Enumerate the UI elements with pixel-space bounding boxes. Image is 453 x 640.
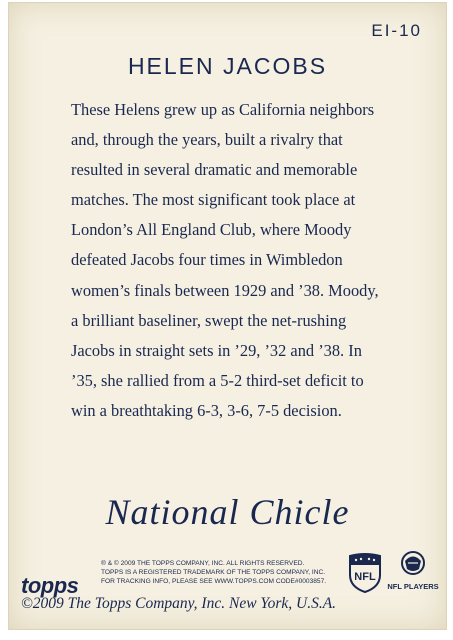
bio-line: ’35, she rallied from a 5-2 third-set deficit to	[71, 370, 364, 390]
legal-line: TOPPS IS A REGISTERED TRADEMARK OF THE TOPPS COMPANY, INC.	[101, 569, 326, 576]
topps-logo: topps	[21, 573, 79, 598]
bio-line: women’s finals between 1929 and ’38. Moody,	[71, 280, 379, 300]
legal-line: FOR TRACKING INFO, PLEASE SEE WWW.TOPPS.COM CODE#0003857.	[101, 578, 327, 585]
nfl-logo-text: NFL	[354, 571, 376, 583]
bio-line: and, through the years, built a rivalry that	[71, 130, 343, 150]
bio-line: defeated Jacobs four times in Wimbledon	[71, 250, 343, 270]
copyright-line: ©2009 The Topps Company, Inc. New York, U.S.A.	[21, 595, 337, 612]
bio-line: a brilliant baseliner, swept the net-rushing	[71, 310, 347, 330]
card-back	[8, 2, 447, 630]
bio-line: These Helens grew up as California neighbors	[71, 100, 375, 119]
card-number: EI-10	[371, 21, 422, 40]
nfl-players-text: NFL PLAYERS	[387, 582, 439, 591]
player-name: HELEN JACOBS	[127, 53, 328, 79]
legal-text	[101, 559, 339, 586]
brand-title: National Chicle	[105, 492, 350, 532]
footer	[9, 551, 446, 601]
bio-line: matches. The most significant took place at	[71, 190, 356, 210]
nfl-shield-icon	[347, 551, 383, 593]
legal-line: ® & © 2009 THE TOPPS COMPANY, INC. ALL RIGHTS RESERVED.	[101, 560, 305, 567]
bio-line: win a breathtaking 6-3, 3-6, 7-5 decision.	[71, 400, 342, 420]
bio-line: resulted in several dramatic and memorable	[71, 160, 358, 180]
bio-text	[71, 95, 389, 426]
nfl-players-icon	[387, 549, 439, 595]
bio-line: Jacobs in straight sets in ’29, ’32 and ’38. In	[71, 340, 362, 360]
bio-line: London’s All England Club, where Moody	[71, 220, 352, 240]
